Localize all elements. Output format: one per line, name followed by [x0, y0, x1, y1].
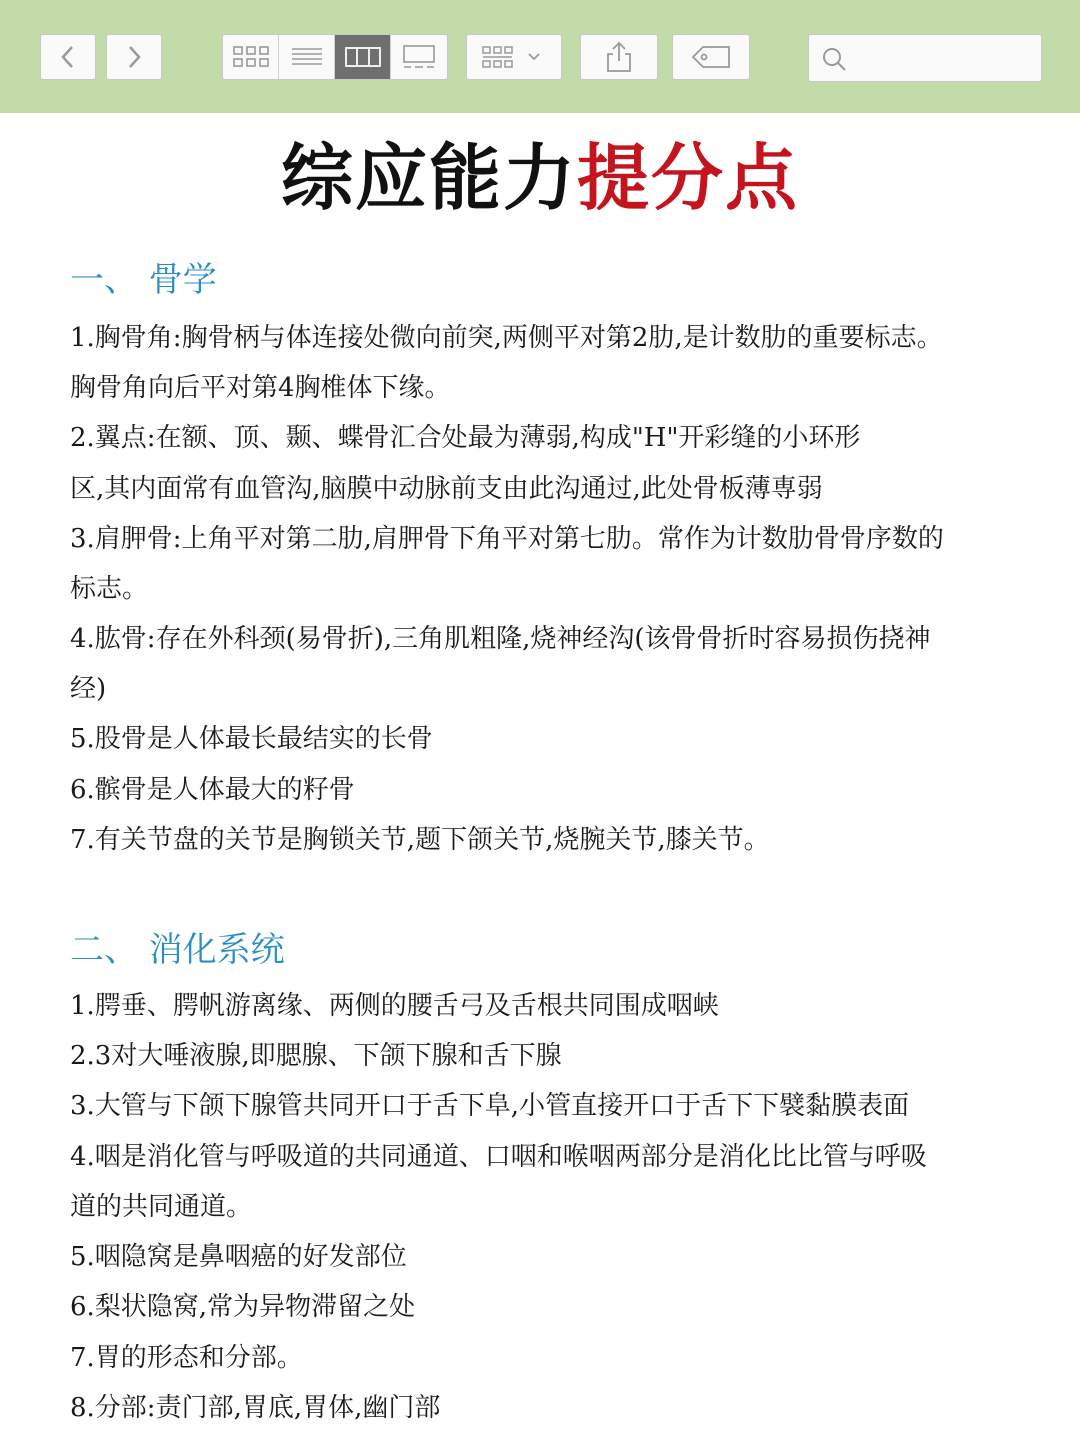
text-line: 2.3对大唾液腺,即腮腺、下颌下腺和舌下腺 [70, 1041, 562, 1071]
search-icon [821, 46, 847, 72]
text-line: 4.咽是消化管与呼吸道的共同通道、口咽和喉咽两部分是消化比比管与呼吸 [70, 1142, 927, 1172]
text-line: 道的共同通道。 [70, 1192, 253, 1222]
search-field[interactable] [808, 34, 1042, 82]
text-line: 标志。 [70, 574, 149, 604]
text-line: 5.咽隐窝是鼻咽癌的好发部位 [70, 1242, 407, 1272]
text-line: 5.股骨是人体最长最结实的长骨 [70, 724, 433, 754]
back-button[interactable] [40, 34, 96, 80]
text-line: 4.肱骨:存在外科颈(易骨折),三角肌粗隆,烧神经沟(该骨骨折时容易损伤挠神 [70, 624, 931, 654]
column-view-button[interactable] [335, 35, 391, 79]
icon-view-button[interactable] [223, 35, 279, 79]
column-view-icon [343, 44, 383, 70]
page-title [0, 130, 1080, 226]
share-icon [604, 40, 634, 74]
view-mode-segmented-control [222, 34, 448, 80]
list-view-icon [289, 44, 325, 70]
share-button[interactable] [580, 34, 658, 80]
toolbar [0, 0, 1080, 113]
group-icon [479, 44, 549, 70]
text-line: 胸骨角向后平对第4胸椎体下缘。 [70, 373, 451, 403]
text-line: 1.腭垂、腭帆游离缘、两侧的腰舌弓及舌根共同围成咽峡 [70, 991, 719, 1021]
text-line: 8.分部:责门部,胃底,胃体,幽门部 [70, 1393, 441, 1423]
section-heading-bones: 一、 骨学 [70, 260, 217, 300]
forward-arrow-icon [124, 42, 144, 72]
back-arrow-icon [58, 42, 78, 72]
text-line: 2.翼点:在额、顶、颞、蝶骨汇合处最为薄弱,构成"H"开彩缝的小环形 [70, 423, 861, 453]
text-line: 3.大管与下颌下腺管共同开口于舌下阜,小管直接开口于舌下下襞黏膜表面 [70, 1091, 910, 1121]
group-by-dropdown[interactable] [466, 34, 562, 80]
text-line: 6.髌骨是人体最大的籽骨 [70, 775, 355, 805]
tag-button[interactable] [672, 34, 750, 80]
text-line: 1.胸骨角:胸骨柄与体连接处微向前突,两侧平对第2肋,是计数肋的重要标志。 [70, 323, 943, 353]
section-heading-digestive-system: 二、 消化系统 [70, 930, 285, 970]
title-part-red: 提分点 [577, 135, 800, 220]
text-line: 7.有关节盘的关节是胸锁关节,题下颌关节,烧腕关节,膝关节。 [70, 825, 770, 855]
title-part-black: 综应能力 [280, 135, 577, 220]
text-line: 3.肩胛骨:上角平对第二肋,肩胛骨下角平对第七肋。常作为计数肋骨骨序数的 [70, 524, 944, 554]
forward-button[interactable] [106, 34, 162, 80]
search-input[interactable] [857, 43, 1037, 75]
tag-icon [689, 43, 733, 71]
text-line: 经) [70, 674, 107, 704]
text-line: 7.胃的形态和分部。 [70, 1343, 303, 1373]
icon-view-icon [231, 44, 271, 70]
gallery-view-icon [399, 43, 439, 71]
gallery-view-button[interactable] [391, 35, 447, 79]
text-line: 6.梨状隐窝,常为异物滞留之处 [70, 1292, 416, 1322]
text-line: 区,其内面常有血管沟,脑膜中动脉前支由此沟通过,此处骨板薄専弱 [70, 474, 823, 504]
list-view-button[interactable] [279, 35, 335, 79]
